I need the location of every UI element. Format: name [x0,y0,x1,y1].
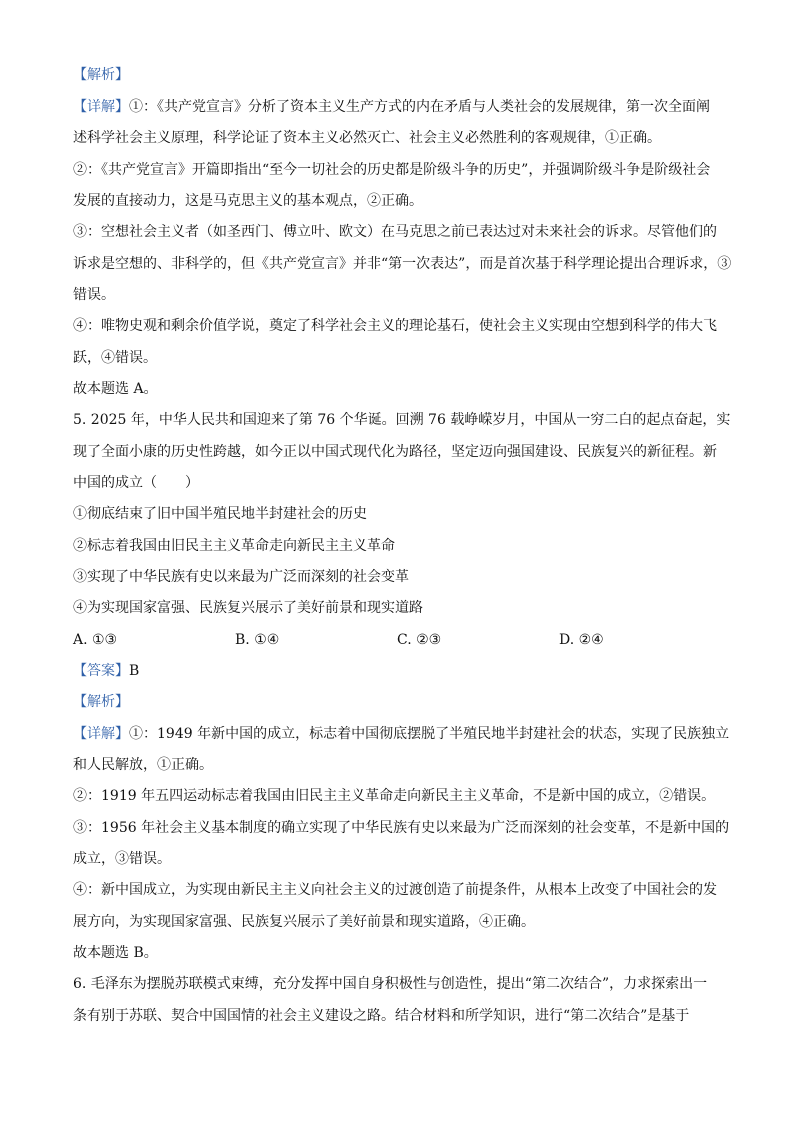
answer-value: B [129,663,140,679]
question-stem-line: 中国的成立（ ） [73,475,199,491]
detail-tag: 【详解】 [73,99,129,115]
explanation-line: 诉求是空想的、非科学的，但《共产党宣言》并非“第一次表达”，而是首次基于科学理论提出合理诉求，③ [73,256,732,272]
explanation-line: ③：空想社会主义者（如圣西门、傅立叶、欧文）在马克思之前已表达过对未来社会的诉求。尽管他们的 [73,224,717,240]
analysis-tag: 【解析】 [73,694,129,710]
explanation-line: 【详解】①：《共产党宣言》分析了资本主义生产方式的内在矛盾与人类社会的发展规律，第一次全面阐 [73,99,710,115]
question-stem-line: 现了全面小康的历史性跨越，如今正以中国式现代化为路径，坚定迈向强国建设、民族复兴的新征程。新 [73,444,717,460]
explanation-line: ③：1956 年社会主义基本制度的确立实现了中华民族有史以来最为广泛而深刻的社会变革，不是新中国的 [73,820,730,836]
explanation-line: 跃，④错误。 [73,350,157,366]
explanation-line: ④：新中国成立，为实现由新民主主义向社会主义的过渡创造了前提条件，从根本上改变了中国社会的发 [73,882,717,898]
explanation-line: 错误。 [73,287,115,303]
answer-options [73,630,733,652]
statement-item: ④为实现国家富强、民族复兴展示了美好前景和现实道路 [73,600,423,616]
conclusion-line: 故本题选 A。 [73,381,158,397]
explanation-line: 展方向，为实现国家富强、民族复兴展示了美好前景和现实道路，④正确。 [73,914,535,930]
statement-item: ②标志着我国由旧民主主义革命走向新民主主义革命 [73,538,395,554]
question-stem-line: 5. 2025 年，中华人民共和国迎来了第 76 个华诞。回溯 76 载峥嵘岁月，中国从一穷二白的起点奋起，实 [73,412,731,428]
explanation-line: 述科学社会主义原理，科学论证了资本主义必然灭亡、社会主义必然胜利的客观规律，①正确。 [73,130,661,146]
conclusion-line: 故本题选 B。 [73,945,158,961]
answer-line [73,661,733,683]
option-b: B. ①④ [235,632,280,648]
explanation-line: 成立，③错误。 [73,851,171,867]
explanation-line: 发展的直接动力，这是马克思主义的基本观点，②正确。 [73,193,423,209]
answer-tag: 【答案】 [73,663,129,679]
option-c: C. ②③ [397,632,442,648]
detail-tag: 【详解】 [73,726,129,742]
explanation-line: 和人民解放，①正确。 [73,757,213,773]
statement-item: ①彻底结束了旧中国半殖民地半封建社会的历史 [73,506,367,522]
explanation-line: ②：《共产党宣言》开篇即指出“至今一切社会的历史都是阶级斗争的历史”，并强调阶级斗争是阶级社会 [73,162,711,178]
explanation-line: 【详解】①：1949 年新中国的成立，标志着中国彻底摆脱了半殖民地半封建社会的状态，实现了民族独立 [73,726,730,742]
question-stem-line: 条有别于苏联、契合中国国情的社会主义建设之路。结合材料和所学知识，进行“第二次结合”是基于 [73,1008,690,1024]
option-d: D. ②④ [559,632,604,648]
option-a: A. ①③ [73,632,118,648]
analysis-tag: 【解析】 [73,67,129,83]
explanation-line: ④：唯物史观和剩余价值学说，奠定了科学社会主义的理论基石，使社会主义实现由空想到科学的伟大飞 [73,318,717,334]
question-stem-line: 6. 毛泽东为摆脱苏联模式束缚，充分发挥中国自身积极性与创造性，提出“第二次结合”，力求探索出一 [73,976,708,992]
explanation-line: ②：1919 年五四运动标志着我国由旧民主主义革命走向新民主主义革命，不是新中国的成立，②错误。 [73,788,716,804]
statement-item: ③实现了中华民族有史以来最为广泛而深刻的社会变革 [73,569,409,585]
